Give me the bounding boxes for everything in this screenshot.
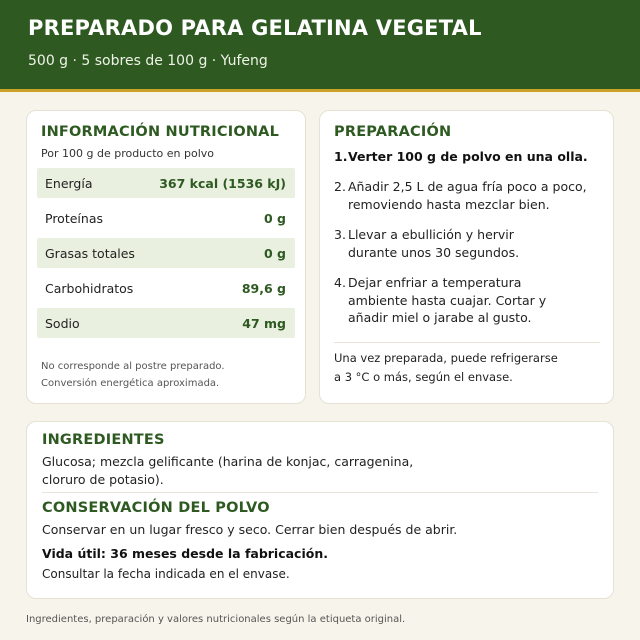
nutrition-row <box>37 273 295 303</box>
step-number: 2. <box>334 179 346 194</box>
storage-note <box>334 349 558 387</box>
nutrition-card <box>26 110 306 404</box>
nutrition-row <box>37 168 295 198</box>
nutrition-value: 367 kcal (1536 kJ) <box>159 176 286 191</box>
step-line: ambiente hasta cuajar. Cortar y <box>348 292 547 308</box>
nutrition-note: No corresponde al postre preparado. <box>41 361 225 372</box>
ingredients-line: Glucosa; mezcla gelificante (harina de konjac, carragenina, <box>42 454 414 469</box>
nutrition-per: Por 100 g de producto en polvo <box>41 147 214 160</box>
footer-note: Ingredientes, preparación y valores nutricionales según la etiqueta original. <box>26 614 406 625</box>
page-title: PREPARADO PARA GELATINA VEGETAL <box>28 16 482 40</box>
preparation-step <box>334 178 604 213</box>
preparation-card <box>319 110 614 404</box>
nutrition-label: Carbohidratos <box>45 281 134 296</box>
step-line: Verter 100 g de polvo en una olla. <box>348 149 588 164</box>
nutrition-row <box>37 238 295 268</box>
step-number: 3. <box>334 227 346 242</box>
nutrition-value: 0 g <box>264 246 286 261</box>
nutrition-value: 0 g <box>264 211 286 226</box>
storage-line: a 3 °C o más, según el envase. <box>334 370 513 384</box>
preparation-step <box>334 226 604 261</box>
nutrition-value: 89,6 g <box>241 281 286 296</box>
step-line: Llevar a ebullición y hervir <box>348 227 514 242</box>
preparation-title: PREPARACIÓN <box>334 124 452 140</box>
preparation-step <box>334 274 604 327</box>
step-number: 4. <box>334 275 346 290</box>
step-line: Dejar enfriar a temperatura <box>348 275 522 290</box>
storage-line: Una vez preparada, puede refrigerarse <box>334 351 558 365</box>
header-banner <box>0 0 640 92</box>
nutrition-label: Energía <box>45 176 93 191</box>
step-line: removiendo hasta mezclar bien. <box>348 196 550 212</box>
divider <box>42 492 598 493</box>
step-line: durante unos 30 segundos. <box>348 244 520 260</box>
check-date-note: Consultar la fecha indicada en el envase. <box>42 567 290 581</box>
nutrition-row <box>37 203 295 233</box>
ingredients-card <box>26 421 614 599</box>
nutrition-value: 47 mg <box>242 316 286 331</box>
nutrition-title: INFORMACIÓN NUTRICIONAL <box>41 124 280 140</box>
ingredients-text <box>42 453 413 488</box>
preparation-step <box>334 148 604 166</box>
nutrition-label: Proteínas <box>45 211 103 226</box>
shelf-life: Vida útil: 36 meses desde la fabricación. <box>42 546 328 561</box>
page-subtitle: 500 g · 5 sobres de 100 g · Yufeng <box>28 53 268 69</box>
conservation-title: CONSERVACIÓN DEL POLVO <box>42 500 270 516</box>
nutrition-label: Sodio <box>45 316 80 331</box>
step-number: 1. <box>334 149 348 164</box>
nutrition-label: Grasas totales <box>45 246 135 261</box>
step-line: añadir miel o jarabe al gusto. <box>348 310 532 325</box>
ingredients-title: INGREDIENTES <box>42 432 165 448</box>
conservation-text: Conservar en un lugar fresco y seco. Cerrar bien después de abrir. <box>42 522 458 537</box>
nutrition-note: Conversión energética aproximada. <box>41 378 220 389</box>
ingredients-line: cloruro de potasio). <box>42 471 164 487</box>
step-line: Añadir 2,5 L de agua fría poco a poco, <box>348 179 587 194</box>
divider <box>334 342 600 343</box>
nutrition-row <box>37 308 295 338</box>
